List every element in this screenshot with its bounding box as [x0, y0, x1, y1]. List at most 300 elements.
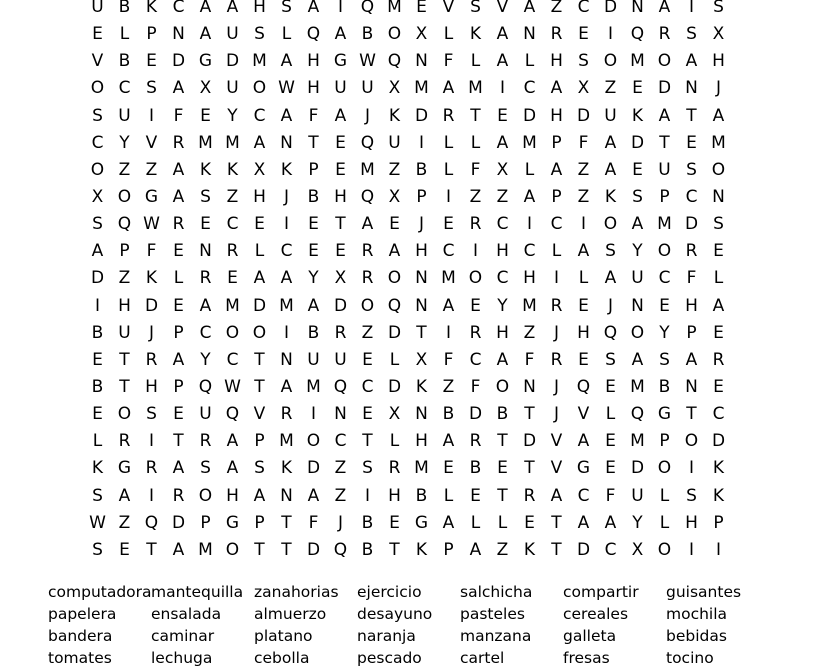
grid-letter[interactable]: X: [334, 268, 347, 289]
grid-letter[interactable]: H: [118, 295, 131, 316]
grid-letter[interactable]: S: [632, 187, 643, 208]
grid-letter[interactable]: I: [445, 322, 451, 343]
grid-letter[interactable]: R: [442, 105, 455, 126]
grid-letter[interactable]: B: [496, 404, 509, 425]
grid-letter[interactable]: E: [200, 214, 211, 235]
grid-letter[interactable]: E: [713, 322, 724, 343]
grid-letter[interactable]: D: [252, 295, 267, 316]
grid-letter[interactable]: L: [605, 404, 616, 425]
grid-letter[interactable]: U: [631, 485, 644, 506]
grid-letter[interactable]: O: [117, 187, 132, 208]
grid-letter[interactable]: M: [279, 431, 294, 452]
grid-letter[interactable]: E: [416, 0, 427, 18]
grid-letter[interactable]: T: [416, 322, 427, 343]
grid-letter[interactable]: E: [443, 458, 454, 479]
grid-letter[interactable]: X: [91, 187, 104, 208]
grid-letter[interactable]: E: [686, 132, 697, 153]
grid-letter[interactable]: M: [198, 132, 213, 153]
grid-letter[interactable]: A: [280, 268, 293, 289]
grid-letter[interactable]: L: [443, 132, 454, 153]
grid-letter[interactable]: Z: [145, 159, 158, 180]
grid-letter[interactable]: V: [496, 0, 509, 18]
grid-letter[interactable]: A: [280, 105, 293, 126]
grid-letter[interactable]: J: [364, 105, 370, 126]
grid-letter[interactable]: A: [523, 187, 536, 208]
grid-letter[interactable]: A: [118, 485, 131, 506]
grid-letter[interactable]: P: [659, 187, 670, 208]
grid-letter[interactable]: M: [279, 295, 294, 316]
grid-letter[interactable]: T: [335, 214, 346, 235]
grid-letter[interactable]: F: [443, 51, 454, 72]
grid-letter[interactable]: S: [713, 0, 724, 18]
grid-letter[interactable]: U: [226, 78, 239, 99]
grid-letter[interactable]: Y: [227, 105, 238, 126]
grid-letter[interactable]: C: [604, 539, 617, 560]
grid-letter[interactable]: Y: [632, 512, 643, 533]
grid-letter[interactable]: O: [252, 78, 267, 99]
grid-letter[interactable]: M: [306, 377, 321, 398]
grid-letter[interactable]: A: [496, 132, 509, 153]
grid-letter[interactable]: C: [496, 214, 509, 235]
grid-letter[interactable]: N: [631, 0, 644, 18]
grid-letter[interactable]: Z: [469, 187, 482, 208]
grid-letter[interactable]: A: [253, 485, 266, 506]
grid-letter[interactable]: A: [712, 105, 725, 126]
grid-letter[interactable]: E: [578, 24, 589, 45]
grid-letter[interactable]: I: [580, 214, 586, 235]
grid-letter[interactable]: Z: [496, 539, 509, 560]
grid-letter[interactable]: E: [632, 78, 643, 99]
grid-letter[interactable]: K: [712, 485, 725, 506]
grid-letter[interactable]: E: [146, 51, 157, 72]
grid-letter[interactable]: O: [468, 268, 483, 289]
grid-letter[interactable]: E: [578, 349, 589, 370]
grid-letter[interactable]: I: [418, 132, 424, 153]
grid-letter[interactable]: Z: [226, 187, 239, 208]
grid-letter[interactable]: A: [685, 51, 698, 72]
grid-letter[interactable]: E: [497, 458, 508, 479]
grid-letter[interactable]: I: [148, 105, 154, 126]
grid-letter[interactable]: I: [472, 241, 478, 262]
grid-letter[interactable]: Z: [550, 0, 563, 18]
grid-letter[interactable]: J: [553, 404, 559, 425]
grid-letter[interactable]: G: [117, 458, 132, 479]
grid-letter[interactable]: L: [443, 159, 454, 180]
grid-letter[interactable]: L: [497, 512, 508, 533]
grid-letter[interactable]: M: [522, 132, 537, 153]
grid-letter[interactable]: Q: [360, 132, 375, 153]
grid-letter[interactable]: S: [578, 51, 589, 72]
grid-letter[interactable]: M: [387, 0, 402, 18]
grid-letter[interactable]: O: [90, 159, 105, 180]
grid-letter[interactable]: J: [553, 377, 559, 398]
grid-letter[interactable]: M: [225, 295, 240, 316]
grid-letter[interactable]: R: [145, 458, 158, 479]
grid-letter[interactable]: R: [550, 24, 563, 45]
grid-letter[interactable]: G: [144, 187, 159, 208]
grid-letter[interactable]: D: [603, 0, 618, 18]
grid-letter[interactable]: L: [578, 268, 589, 289]
grid-letter[interactable]: T: [281, 539, 292, 560]
grid-letter[interactable]: I: [688, 0, 694, 18]
grid-letter[interactable]: Y: [659, 322, 670, 343]
grid-letter[interactable]: R: [145, 349, 158, 370]
grid-letter[interactable]: U: [361, 78, 374, 99]
grid-letter[interactable]: O: [90, 78, 105, 99]
grid-letter[interactable]: B: [361, 512, 374, 533]
grid-letter[interactable]: A: [91, 241, 104, 262]
grid-letter[interactable]: P: [443, 539, 454, 560]
grid-letter[interactable]: X: [199, 78, 212, 99]
grid-letter[interactable]: A: [577, 241, 590, 262]
grid-letter[interactable]: C: [280, 241, 293, 262]
grid-letter[interactable]: E: [173, 295, 184, 316]
grid-letter[interactable]: C: [199, 322, 212, 343]
grid-letter[interactable]: E: [605, 377, 616, 398]
grid-letter[interactable]: A: [658, 105, 671, 126]
grid-letter[interactable]: P: [254, 431, 265, 452]
grid-letter[interactable]: T: [308, 132, 319, 153]
grid-letter[interactable]: A: [496, 349, 509, 370]
grid-letter[interactable]: V: [145, 132, 158, 153]
grid-letter[interactable]: S: [362, 458, 373, 479]
grid-letter[interactable]: R: [172, 132, 185, 153]
grid-letter[interactable]: N: [172, 24, 185, 45]
grid-letter[interactable]: B: [91, 322, 104, 343]
grid-letter[interactable]: E: [659, 295, 670, 316]
grid-letter[interactable]: D: [522, 431, 537, 452]
grid-letter[interactable]: G: [333, 51, 348, 72]
grid-letter[interactable]: H: [496, 322, 509, 343]
grid-letter[interactable]: U: [91, 0, 104, 18]
grid-letter[interactable]: Q: [630, 24, 645, 45]
grid-letter[interactable]: F: [173, 105, 184, 126]
grid-letter[interactable]: E: [524, 512, 535, 533]
grid-letter[interactable]: J: [715, 78, 721, 99]
grid-letter[interactable]: B: [118, 51, 131, 72]
grid-letter[interactable]: P: [254, 512, 265, 533]
grid-letter[interactable]: M: [414, 78, 429, 99]
grid-letter[interactable]: O: [387, 24, 402, 45]
grid-letter[interactable]: A: [577, 431, 590, 452]
grid-letter[interactable]: M: [657, 214, 672, 235]
grid-letter[interactable]: N: [280, 132, 293, 153]
grid-letter[interactable]: O: [387, 268, 402, 289]
grid-letter[interactable]: L: [713, 268, 724, 289]
grid-letter[interactable]: T: [254, 377, 265, 398]
grid-letter[interactable]: O: [603, 51, 618, 72]
grid-letter[interactable]: I: [283, 214, 289, 235]
grid-letter[interactable]: D: [171, 51, 186, 72]
grid-letter[interactable]: D: [576, 539, 591, 560]
grid-letter[interactable]: B: [91, 377, 104, 398]
grid-letter[interactable]: S: [254, 24, 265, 45]
grid-letter[interactable]: M: [711, 132, 726, 153]
grid-letter[interactable]: U: [658, 159, 671, 180]
grid-letter[interactable]: B: [415, 485, 428, 506]
grid-letter[interactable]: R: [334, 322, 347, 343]
grid-letter[interactable]: F: [686, 268, 697, 289]
grid-letter[interactable]: H: [685, 512, 698, 533]
grid-letter[interactable]: J: [553, 322, 559, 343]
grid-letter[interactable]: C: [496, 268, 509, 289]
grid-letter[interactable]: D: [333, 295, 348, 316]
grid-letter[interactable]: W: [359, 51, 376, 72]
grid-letter[interactable]: A: [199, 0, 212, 18]
grid-letter[interactable]: N: [685, 78, 698, 99]
grid-letter[interactable]: X: [496, 159, 509, 180]
grid-letter[interactable]: R: [685, 241, 698, 262]
grid-letter[interactable]: K: [280, 159, 293, 180]
grid-letter[interactable]: L: [389, 431, 400, 452]
grid-letter[interactable]: C: [550, 214, 563, 235]
grid-letter[interactable]: Q: [225, 404, 240, 425]
grid-letter[interactable]: D: [306, 539, 321, 560]
grid-letter[interactable]: H: [253, 187, 266, 208]
grid-letter[interactable]: Z: [577, 187, 590, 208]
grid-letter[interactable]: T: [470, 105, 481, 126]
grid-letter[interactable]: P: [200, 512, 211, 533]
grid-letter[interactable]: O: [603, 214, 618, 235]
grid-letter[interactable]: R: [658, 24, 671, 45]
grid-letter[interactable]: L: [524, 159, 535, 180]
grid-letter[interactable]: R: [712, 349, 725, 370]
grid-letter[interactable]: D: [225, 51, 240, 72]
grid-letter[interactable]: O: [495, 377, 510, 398]
grid-letter[interactable]: C: [226, 214, 239, 235]
grid-letter[interactable]: T: [173, 431, 184, 452]
grid-letter[interactable]: A: [604, 132, 617, 153]
grid-letter[interactable]: O: [225, 539, 240, 560]
grid-letter[interactable]: L: [659, 485, 670, 506]
grid-letter[interactable]: A: [442, 295, 455, 316]
grid-letter[interactable]: C: [523, 241, 536, 262]
grid-letter[interactable]: Q: [333, 539, 348, 560]
grid-letter[interactable]: I: [337, 0, 343, 18]
grid-letter[interactable]: B: [658, 377, 671, 398]
grid-letter[interactable]: J: [418, 214, 424, 235]
grid-letter[interactable]: R: [469, 214, 482, 235]
grid-letter[interactable]: Q: [603, 322, 618, 343]
grid-letter[interactable]: K: [145, 0, 158, 18]
grid-letter[interactable]: B: [442, 404, 455, 425]
grid-letter[interactable]: A: [469, 539, 482, 560]
grid-letter[interactable]: O: [117, 404, 132, 425]
grid-letter[interactable]: A: [442, 431, 455, 452]
grid-letter[interactable]: T: [686, 105, 697, 126]
grid-letter[interactable]: A: [685, 349, 698, 370]
grid-letter[interactable]: R: [280, 404, 293, 425]
grid-letter[interactable]: A: [199, 295, 212, 316]
grid-letter[interactable]: J: [148, 322, 154, 343]
grid-letter[interactable]: M: [630, 51, 645, 72]
grid-letter[interactable]: P: [416, 187, 427, 208]
grid-letter[interactable]: N: [712, 187, 725, 208]
grid-letter[interactable]: Q: [387, 295, 402, 316]
grid-letter[interactable]: A: [334, 105, 347, 126]
grid-letter[interactable]: A: [199, 24, 212, 45]
grid-letter[interactable]: Z: [442, 377, 455, 398]
grid-letter[interactable]: H: [550, 105, 563, 126]
grid-letter[interactable]: F: [605, 485, 616, 506]
grid-letter[interactable]: A: [307, 0, 320, 18]
grid-letter[interactable]: Z: [118, 512, 131, 533]
grid-letter[interactable]: I: [499, 78, 505, 99]
grid-letter[interactable]: T: [524, 404, 535, 425]
grid-letter[interactable]: R: [226, 241, 239, 262]
grid-letter[interactable]: G: [198, 51, 213, 72]
grid-letter[interactable]: E: [119, 539, 130, 560]
grid-letter[interactable]: C: [658, 268, 671, 289]
grid-letter[interactable]: A: [172, 349, 185, 370]
grid-letter[interactable]: A: [307, 485, 320, 506]
grid-letter[interactable]: F: [578, 132, 589, 153]
grid-letter[interactable]: L: [470, 132, 481, 153]
grid-letter[interactable]: S: [200, 458, 211, 479]
grid-letter[interactable]: M: [468, 78, 483, 99]
grid-letter[interactable]: C: [226, 349, 239, 370]
grid-letter[interactable]: C: [253, 105, 266, 126]
grid-letter[interactable]: H: [145, 377, 158, 398]
grid-letter[interactable]: K: [388, 105, 401, 126]
grid-letter[interactable]: W: [278, 78, 295, 99]
grid-letter[interactable]: Z: [334, 485, 347, 506]
grid-letter[interactable]: E: [227, 268, 238, 289]
grid-letter[interactable]: E: [578, 295, 589, 316]
grid-letter[interactable]: D: [630, 458, 645, 479]
grid-letter[interactable]: R: [199, 268, 212, 289]
grid-letter[interactable]: N: [523, 377, 536, 398]
grid-letter[interactable]: R: [118, 431, 131, 452]
grid-letter[interactable]: N: [415, 268, 428, 289]
grid-letter[interactable]: P: [551, 187, 562, 208]
grid-letter[interactable]: A: [604, 268, 617, 289]
grid-letter[interactable]: J: [283, 187, 289, 208]
grid-letter[interactable]: C: [685, 187, 698, 208]
grid-letter[interactable]: E: [308, 214, 319, 235]
grid-letter[interactable]: N: [631, 295, 644, 316]
grid-letter[interactable]: J: [337, 512, 343, 533]
grid-letter[interactable]: O: [306, 431, 321, 452]
grid-letter[interactable]: C: [523, 78, 536, 99]
grid-letter[interactable]: S: [605, 241, 616, 262]
grid-letter[interactable]: I: [283, 322, 289, 343]
grid-letter[interactable]: D: [144, 295, 159, 316]
grid-letter[interactable]: M: [225, 132, 240, 153]
grid-letter[interactable]: A: [604, 512, 617, 533]
grid-letter[interactable]: I: [94, 295, 100, 316]
grid-letter[interactable]: M: [630, 377, 645, 398]
grid-letter[interactable]: C: [577, 485, 590, 506]
grid-letter[interactable]: S: [146, 404, 157, 425]
grid-letter[interactable]: H: [685, 295, 698, 316]
grid-letter[interactable]: S: [686, 485, 697, 506]
grid-letter[interactable]: M: [198, 539, 213, 560]
grid-letter[interactable]: F: [470, 159, 481, 180]
grid-letter[interactable]: P: [686, 322, 697, 343]
grid-letter[interactable]: Z: [118, 159, 131, 180]
grid-letter[interactable]: U: [604, 105, 617, 126]
grid-letter[interactable]: L: [551, 241, 562, 262]
grid-letter[interactable]: M: [414, 458, 429, 479]
grid-letter[interactable]: K: [712, 458, 725, 479]
grid-letter[interactable]: A: [550, 78, 563, 99]
grid-letter[interactable]: R: [361, 241, 374, 262]
grid-letter[interactable]: C: [91, 132, 104, 153]
grid-letter[interactable]: B: [469, 458, 482, 479]
grid-letter[interactable]: P: [551, 132, 562, 153]
grid-letter[interactable]: Z: [388, 159, 401, 180]
grid-letter[interactable]: F: [146, 241, 157, 262]
grid-letter[interactable]: A: [226, 0, 239, 18]
grid-letter[interactable]: D: [414, 105, 429, 126]
grid-letter[interactable]: G: [657, 404, 672, 425]
grid-letter[interactable]: T: [497, 485, 508, 506]
grid-letter[interactable]: P: [173, 322, 184, 343]
grid-letter[interactable]: X: [577, 78, 590, 99]
grid-letter[interactable]: R: [469, 322, 482, 343]
grid-letter[interactable]: A: [631, 214, 644, 235]
grid-letter[interactable]: E: [362, 349, 373, 370]
grid-letter[interactable]: O: [657, 51, 672, 72]
grid-letter[interactable]: U: [226, 24, 239, 45]
grid-letter[interactable]: N: [415, 295, 428, 316]
grid-letter[interactable]: N: [334, 404, 347, 425]
grid-letter[interactable]: S: [659, 349, 670, 370]
grid-letter[interactable]: P: [146, 24, 157, 45]
grid-letter[interactable]: E: [92, 24, 103, 45]
grid-letter[interactable]: M: [360, 159, 375, 180]
grid-letter[interactable]: Y: [200, 349, 211, 370]
grid-letter[interactable]: H: [307, 51, 320, 72]
grid-letter[interactable]: Y: [497, 295, 508, 316]
grid-letter[interactable]: A: [172, 159, 185, 180]
grid-letter[interactable]: T: [254, 349, 265, 370]
grid-letter[interactable]: J: [607, 295, 613, 316]
grid-letter[interactable]: X: [415, 24, 428, 45]
grid-letter[interactable]: H: [712, 51, 725, 72]
grid-letter[interactable]: E: [470, 485, 481, 506]
grid-letter[interactable]: S: [686, 159, 697, 180]
grid-letter[interactable]: O: [711, 159, 726, 180]
grid-letter[interactable]: I: [445, 187, 451, 208]
grid-letter[interactable]: K: [91, 458, 104, 479]
grid-letter[interactable]: T: [119, 377, 130, 398]
grid-letter[interactable]: H: [226, 485, 239, 506]
grid-letter[interactable]: H: [523, 268, 536, 289]
grid-letter[interactable]: E: [308, 241, 319, 262]
grid-letter[interactable]: Q: [144, 512, 159, 533]
grid-letter[interactable]: F: [308, 105, 319, 126]
grid-letter[interactable]: I: [688, 539, 694, 560]
grid-letter[interactable]: H: [307, 78, 320, 99]
grid-letter[interactable]: K: [199, 159, 212, 180]
grid-letter[interactable]: T: [362, 431, 373, 452]
grid-letter[interactable]: T: [524, 458, 535, 479]
grid-letter[interactable]: D: [90, 268, 105, 289]
grid-letter[interactable]: Y: [308, 268, 319, 289]
grid-letter[interactable]: M: [522, 295, 537, 316]
grid-letter[interactable]: P: [308, 159, 319, 180]
grid-letter[interactable]: L: [470, 512, 481, 533]
grid-letter[interactable]: Q: [117, 214, 132, 235]
grid-letter[interactable]: A: [280, 377, 293, 398]
grid-letter[interactable]: O: [684, 431, 699, 452]
grid-letter[interactable]: T: [146, 539, 157, 560]
grid-letter[interactable]: I: [553, 268, 559, 289]
grid-letter[interactable]: A: [307, 295, 320, 316]
grid-letter[interactable]: Z: [118, 268, 131, 289]
